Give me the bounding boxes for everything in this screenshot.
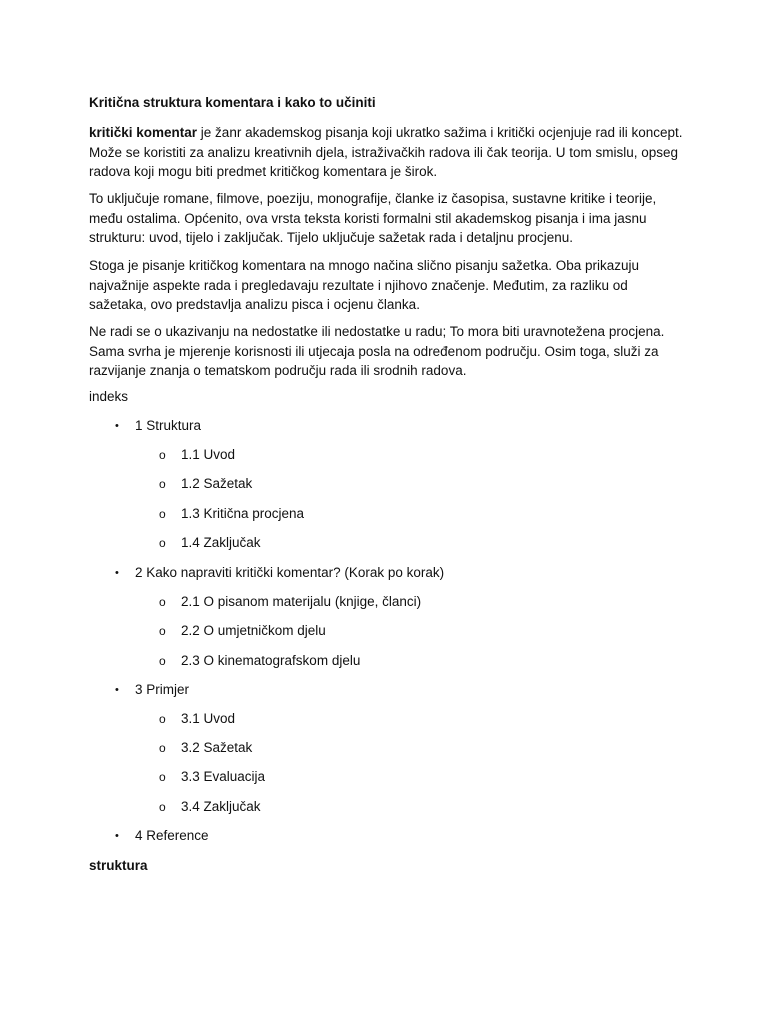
bullet-icon: • — [115, 567, 119, 579]
toc-item-1-1[interactable]: 1.1 Uvod — [181, 447, 236, 462]
toc-item-1-3[interactable]: 1.3 Kritična procjena — [181, 506, 305, 521]
paragraph-4: Ne radi se o ukazivanju na nedostatke ili nedostatke u radu; To mora biti uravnotežena procjena. Sama svrha je mjerenje korisnosti ili utjecaja posla na određenom području. Osim toga, služi za razvijanje znanja o tematskom području rada ili srodnih radova. — [89, 324, 665, 379]
bullet-icon: • — [115, 830, 119, 842]
toc-item-3[interactable]: 3 Primjer — [135, 682, 190, 697]
toc-item-2-2[interactable]: 2.2 O umjetničkom djelu — [181, 623, 326, 638]
toc-item-3-1[interactable]: 3.1 Uvod — [181, 711, 236, 726]
toc-item-2-3[interactable]: 2.3 O kinematografskom djelu — [181, 653, 361, 668]
toc-item-3-3[interactable]: 3.3 Evaluacija — [181, 769, 266, 784]
sub-bullet-icon: o — [159, 800, 166, 814]
toc-item-1-4[interactable]: 1.4 Zaključak — [181, 535, 261, 550]
document-title: Kritična struktura komentara i kako to učiniti — [89, 95, 376, 110]
paragraph-1-lead: kritički komentar — [89, 125, 198, 140]
toc-item-1-2[interactable]: 1.2 Sažetak — [181, 476, 253, 491]
toc-item-1[interactable]: 1 Struktura — [135, 418, 202, 433]
paragraph-3: Stoga je pisanje kritičkog komentara na mnogo načina slično pisanju sažetka. Oba prikazuju najvažnije aspekte rada i pregledavaju rezultate i njihovo značenje. Međutim, za razliku od sažetaka, ovo predstavlja analizu pisca i ocjenu članka. — [89, 258, 640, 313]
sub-bullet-icon: o — [159, 654, 166, 668]
index-label: indeks — [89, 389, 129, 404]
paragraph-2: To uključuje romane, filmove, poeziju, monografije, članke iz časopisa, sustavne kritike i teorije, među ostalima. Općenito, ova vrsta teksta koristi formalni stil akademskog pisanja i ima jasnu strukturu: uvod, tijelo i zaključak. Tijelo uključuje sažetak rada i detaljnu procjenu. — [89, 191, 657, 246]
bullet-icon: • — [115, 420, 119, 432]
paragraph-1-text: je žanr akademskog pisanja koji ukratko sažima i kritički ocjenjuje rad ili koncept. Može se koristiti za analizu kreativnih djela, istraživačkih radova ili čak teorija. U tom smislu, opseg radova koji mogu biti predmet kritičkog komentara je širok. — [89, 125, 683, 180]
sub-bullet-icon: o — [159, 507, 166, 521]
toc-item-2[interactable]: 2 Kako napraviti kritički komentar? (Korak po korak) — [135, 565, 445, 580]
toc-item-2-1[interactable]: 2.1 O pisanom materijalu (knjige, članci) — [181, 594, 422, 609]
sub-bullet-icon: o — [159, 712, 166, 726]
sub-bullet-icon: o — [159, 477, 166, 491]
sub-bullet-icon: o — [159, 741, 166, 755]
paragraph-1 — [89, 123, 689, 182]
sub-bullet-icon: o — [159, 595, 166, 609]
toc-item-3-4[interactable]: 3.4 Zaključak — [181, 799, 261, 814]
toc-item-3-2[interactable]: 3.2 Sažetak — [181, 740, 253, 755]
section-heading: struktura — [89, 858, 148, 873]
sub-bullet-icon: o — [159, 448, 166, 462]
sub-bullet-icon: o — [159, 770, 166, 784]
bullet-icon: • — [115, 684, 119, 696]
sub-bullet-icon: o — [159, 624, 166, 638]
sub-bullet-icon: o — [159, 536, 166, 550]
toc-item-4[interactable]: 4 Reference — [135, 828, 209, 843]
